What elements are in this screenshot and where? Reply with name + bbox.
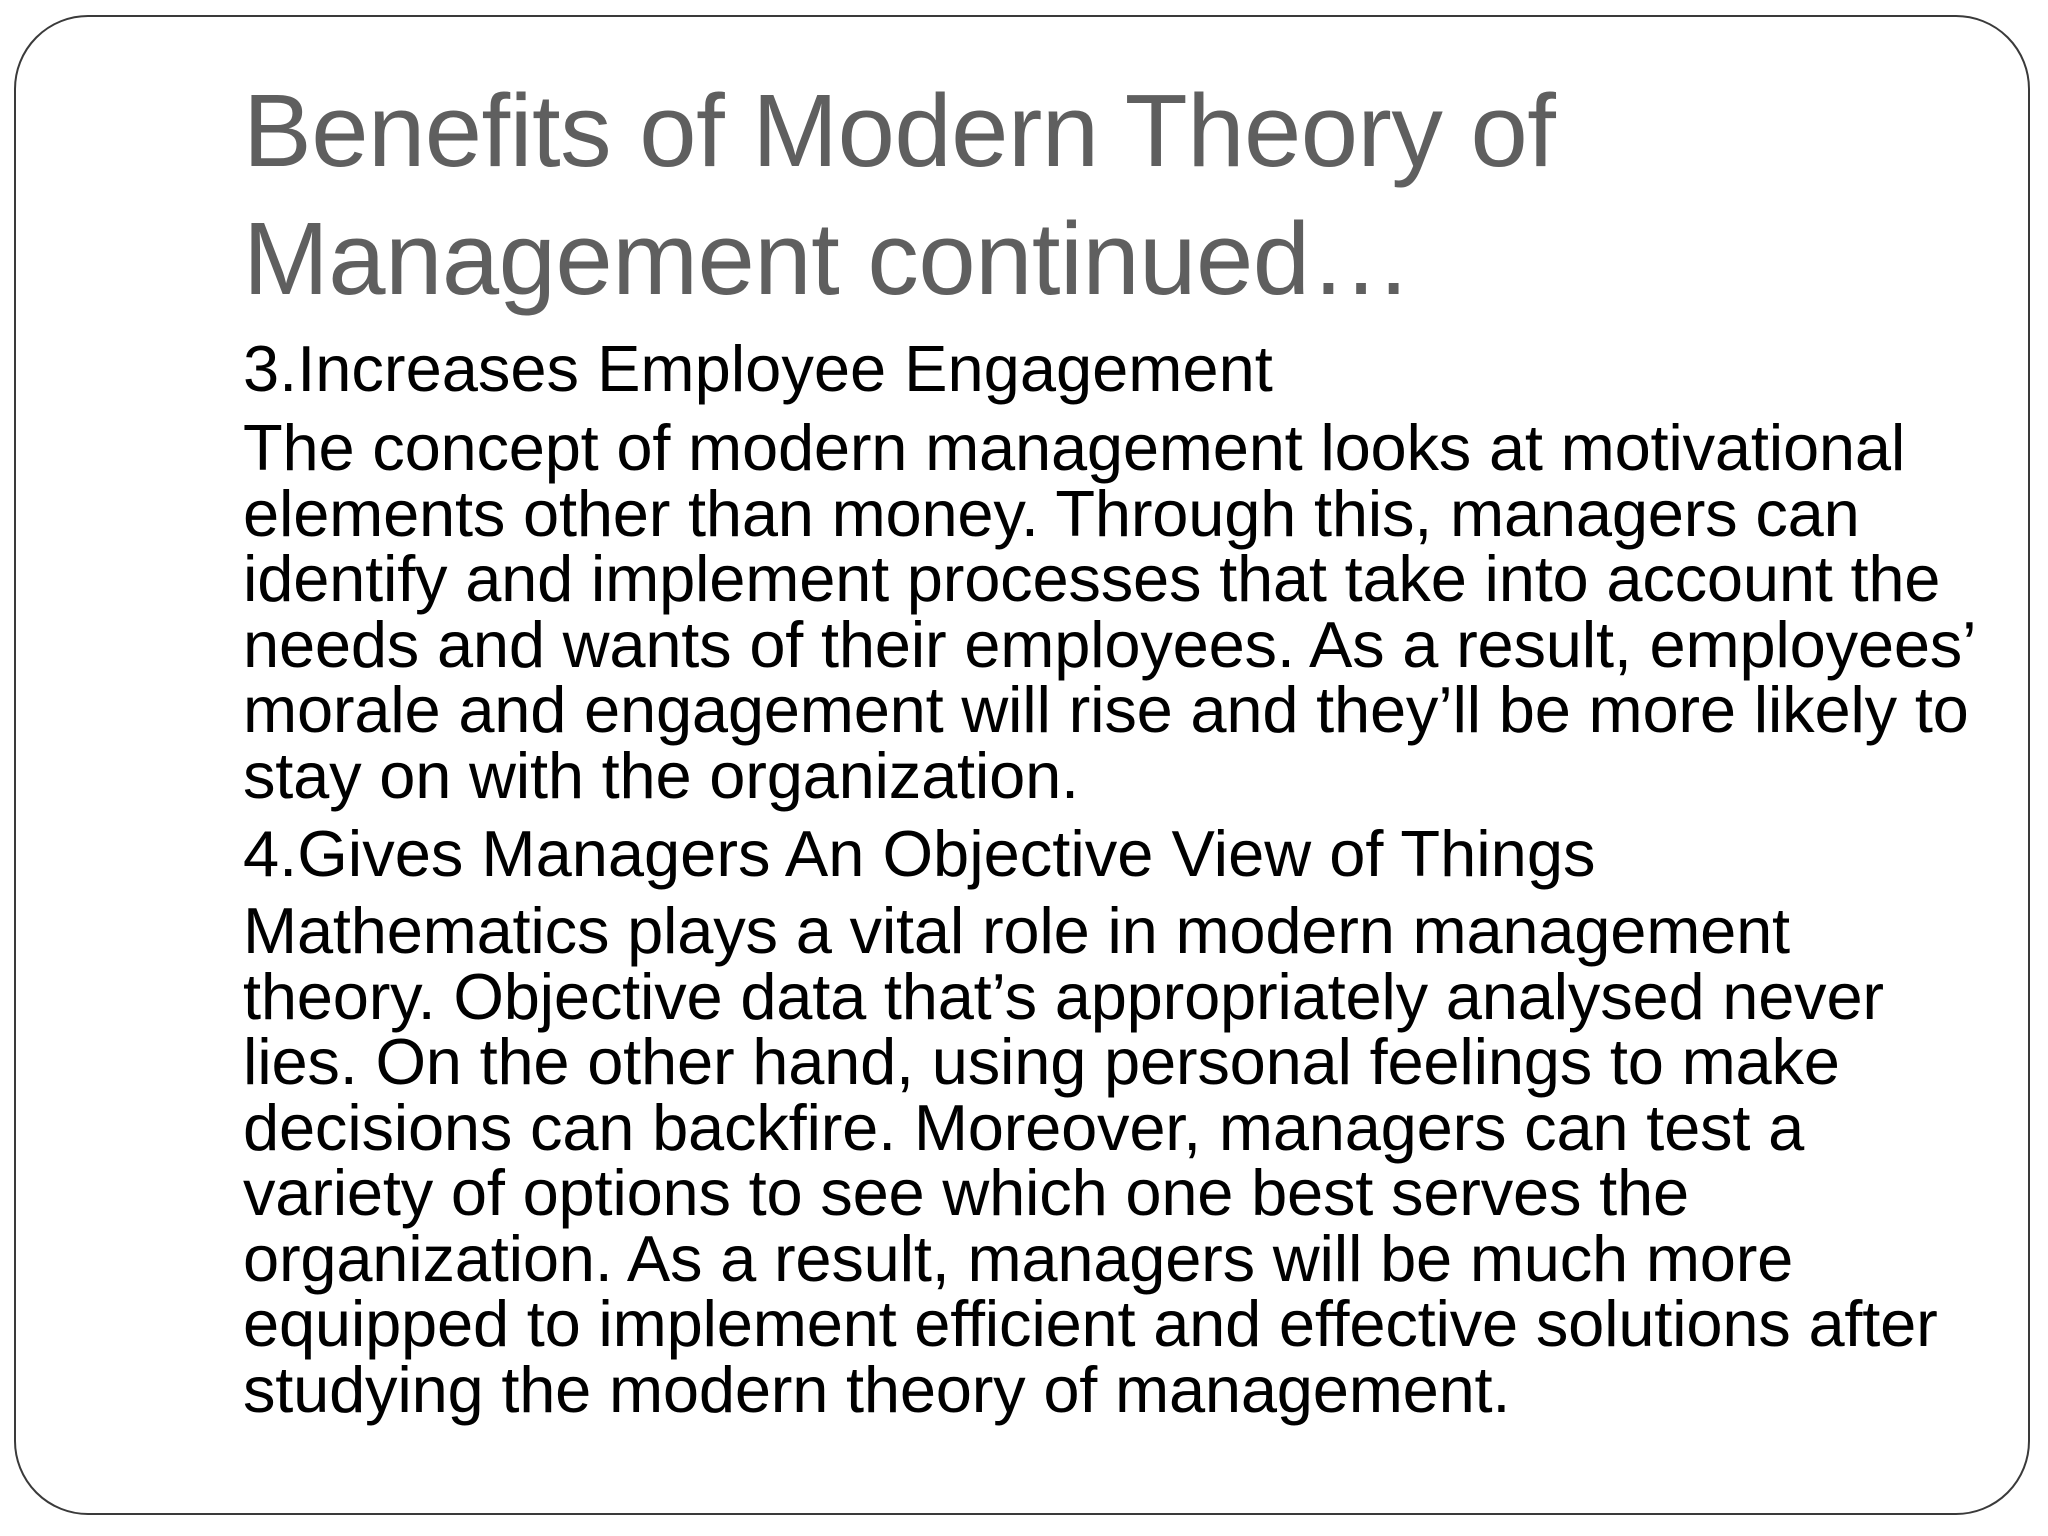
- section-body-employee-engagement: The concept of modern management looks at motivational elements other than money. Through this, managers can identify and implement processes that take into account the needs and wants of their employees. As a result, employees’ morale and engagement will rise and they’ll be more likely to stay on with the organization.: [243, 411, 1974, 812]
- slide-title: Benefits of Modern Theory of Management continued…: [243, 73, 1556, 316]
- section-heading-objective-view: 4.Gives Managers An Objective View of Things: [243, 817, 1596, 890]
- section-body-objective-view: Mathematics plays a vital role in modern management theory. Objective data that’s appropriately analysed never lies. On the other hand, using personal feelings to make decisions can backfire. Moreover, managers can test a variety of options to see which one best serves the organization. As a result, managers will be much more equipped to implement efficient and effective solutions after studying the modern theory of management.: [243, 894, 1938, 1426]
- slide-content: [243, 17, 1983, 1426]
- slide-frame: [14, 15, 2030, 1515]
- section-heading-employee-engagement: 3.Increases Employee Engagement: [243, 332, 1273, 405]
